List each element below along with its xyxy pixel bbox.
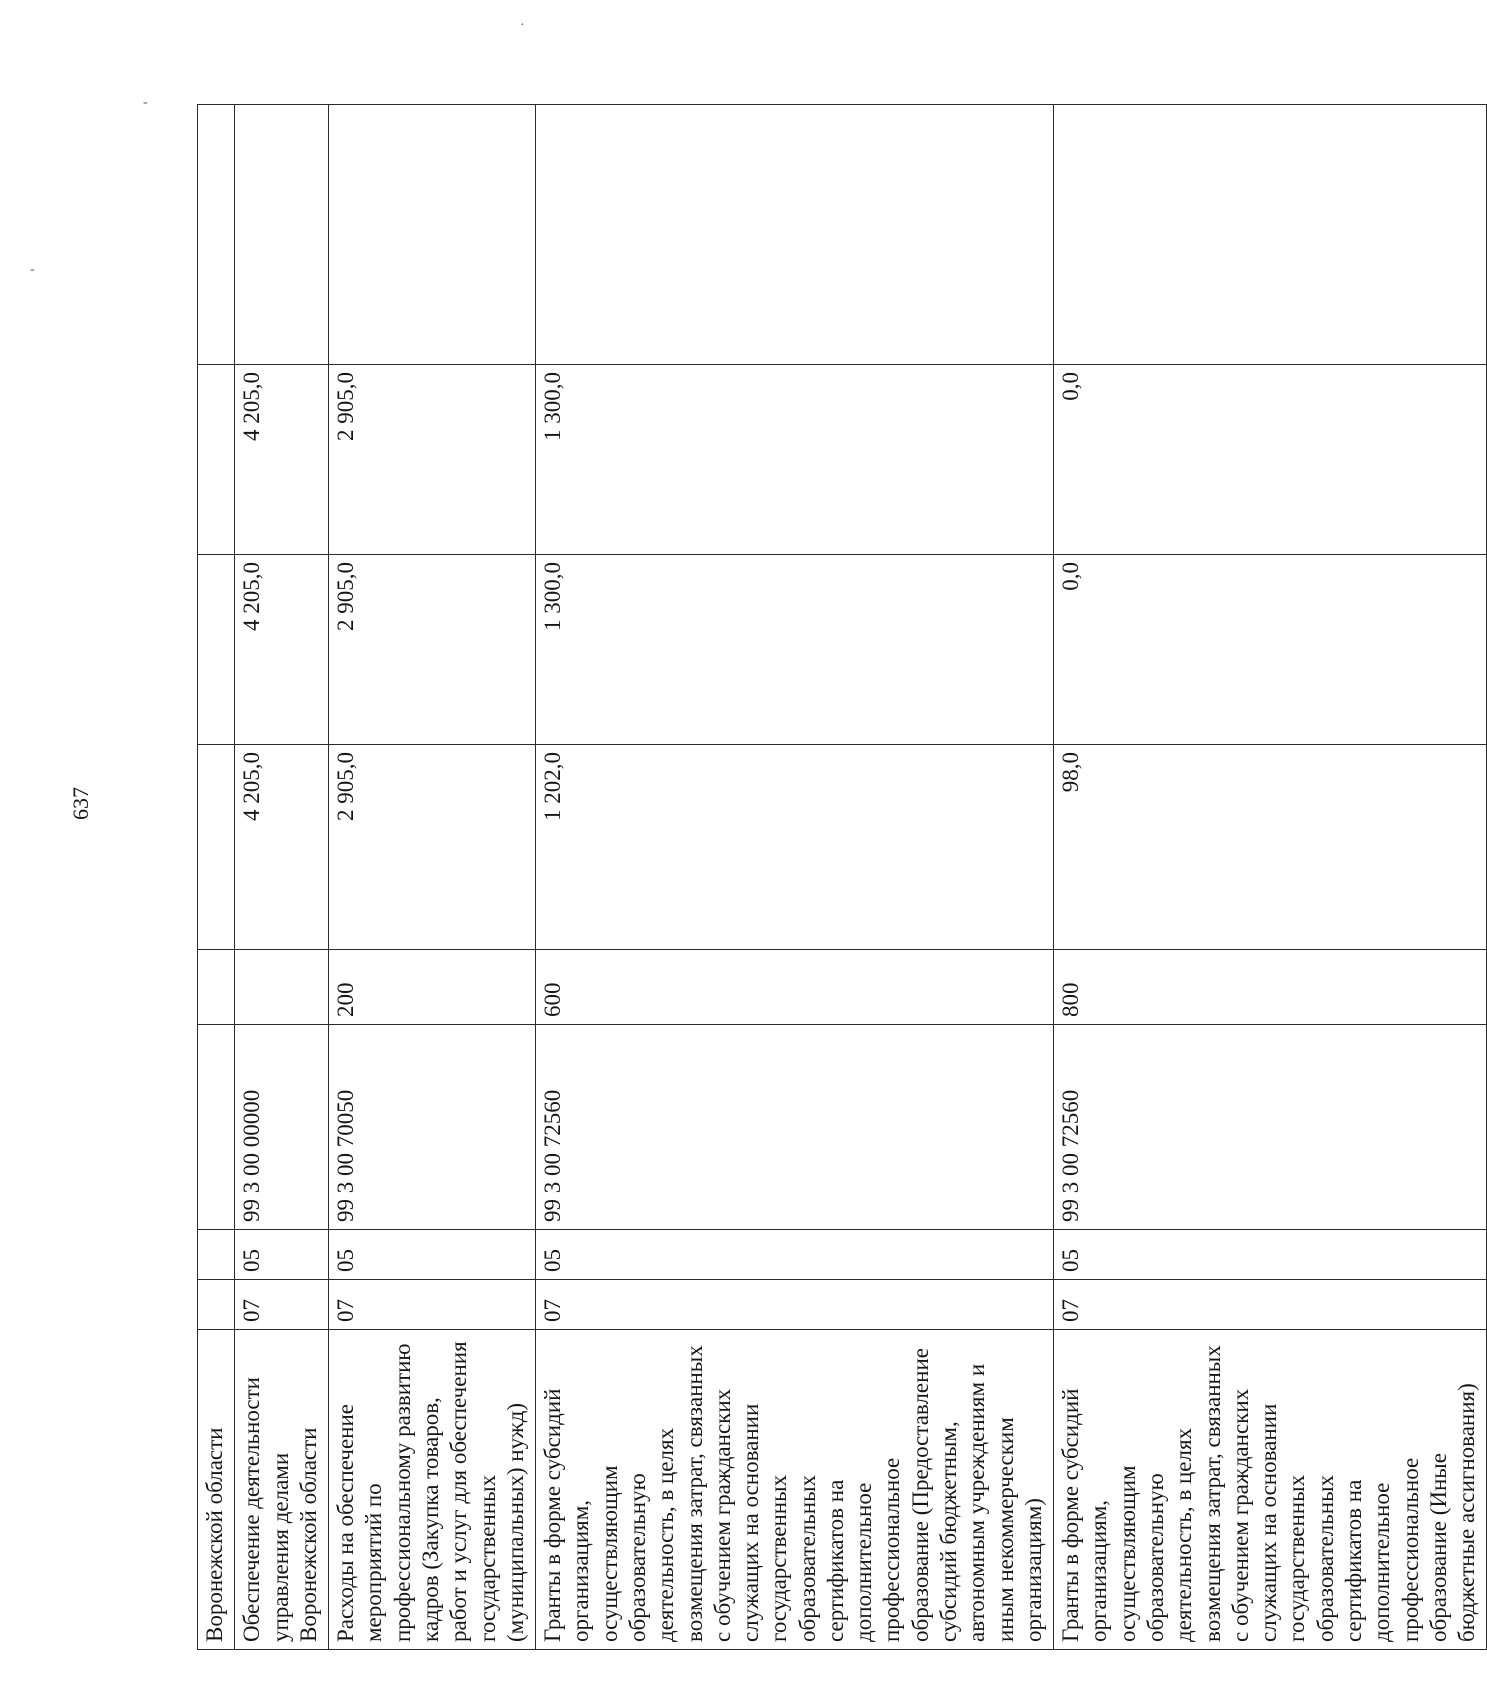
cell-v1: 1 202,0 <box>536 745 1054 950</box>
table-row-top <box>198 105 235 1650</box>
cell-v2: 0,0 <box>1054 555 1487 745</box>
cell-name: Воронежской области <box>198 1330 235 1650</box>
table-row <box>235 105 329 1650</box>
cell-spare <box>1054 105 1487 365</box>
cell-rz <box>198 1280 235 1330</box>
cell-name: Обеспечение деятельности управления делами Воронежской области <box>235 1330 329 1650</box>
table-row <box>536 105 1054 1650</box>
cell-vr <box>235 950 329 1025</box>
cell-v3 <box>198 365 235 555</box>
cell-v2: 2 905,0 <box>329 555 536 745</box>
cell-vr: 800 <box>1054 950 1487 1025</box>
cell-spare <box>536 105 1054 365</box>
budget-table <box>197 104 1487 1650</box>
cell-v3: 4 205,0 <box>235 365 329 555</box>
cell-vr: 600 <box>536 950 1054 1025</box>
cell-v3: 0,0 <box>1054 365 1487 555</box>
cell-v1: 4 205,0 <box>235 745 329 950</box>
scan-speck: - <box>30 262 35 277</box>
cell-rz: 07 <box>329 1280 536 1330</box>
cell-vr: 200 <box>329 950 536 1025</box>
page-number: 637 <box>68 787 93 820</box>
cell-pr: 05 <box>235 1230 329 1280</box>
cell-v2: 4 205,0 <box>235 555 329 745</box>
cell-spare <box>329 105 536 365</box>
table-row <box>329 105 536 1650</box>
cell-v1: 98,0 <box>1054 745 1487 950</box>
cell-name: Гранты в форме субсидий организациям, осуществляющим образовательную деятельность, в целях возмещения затрат, связанных с обучением гражданских служащих на основании государственных образовательных сертификатов на дополнительное профессиональное образование (Предоставление субсидий бюджетным, автономным учреждениям и иным некоммерческим организациям) <box>536 1330 1054 1650</box>
table-row <box>1054 105 1487 1650</box>
cell-rz: 07 <box>1054 1280 1487 1330</box>
cell-csr: 99 3 00 72560 <box>1054 1025 1487 1230</box>
cell-rz: 07 <box>536 1280 1054 1330</box>
cell-v2 <box>198 555 235 745</box>
scan-speck: · <box>520 18 525 33</box>
cell-v1 <box>198 745 235 950</box>
cell-pr <box>198 1230 235 1280</box>
cell-v2: 1 300,0 <box>536 555 1054 745</box>
cell-spare <box>235 105 329 365</box>
cell-v3: 2 905,0 <box>329 365 536 555</box>
cell-name: Гранты в форме субсидий организациям, осуществляющим образовательную деятельность, в целях возмещения затрат, связанных с обучением гражданских служащих на основании государственных образовательных сертификатов на дополнительное профессиональное образование (Иные бюджетные ассигнования) <box>1054 1330 1487 1650</box>
cell-csr: 99 3 00 00000 <box>235 1025 329 1230</box>
cell-spare <box>198 105 235 365</box>
scan-speck: - <box>143 95 148 110</box>
cell-v3: 1 300,0 <box>536 365 1054 555</box>
cell-pr: 05 <box>329 1230 536 1280</box>
cell-csr: 99 3 00 72560 <box>536 1025 1054 1230</box>
cell-csr <box>198 1025 235 1230</box>
budget-table-rotated <box>197 105 1480 1650</box>
cell-v1: 2 905,0 <box>329 745 536 950</box>
cell-csr: 99 3 00 70050 <box>329 1025 536 1230</box>
cell-vr <box>198 950 235 1025</box>
cell-name: Расходы на обеспечение мероприятий по профессиональному развитию кадров (Закупка товаров, работ и услуг для обеспечения государственных (муниципальных) нужд) <box>329 1330 536 1650</box>
cell-pr: 05 <box>536 1230 1054 1280</box>
cell-rz: 07 <box>235 1280 329 1330</box>
cell-pr: 05 <box>1054 1230 1487 1280</box>
